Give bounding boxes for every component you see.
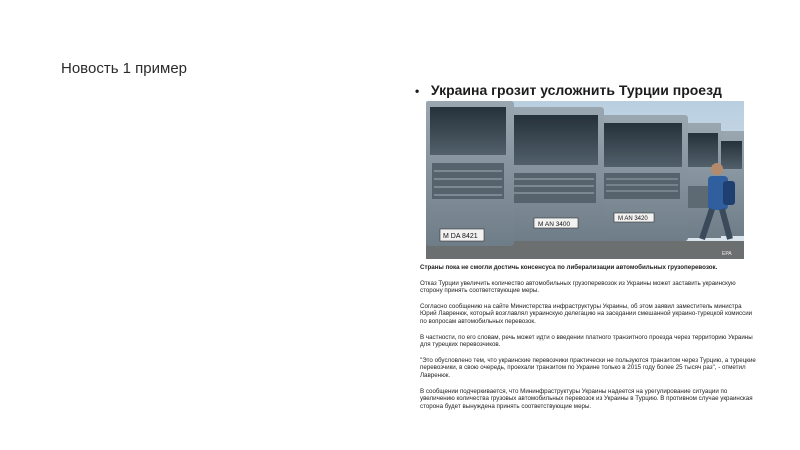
trucks-illustration: [426, 101, 744, 259]
article-paragraph-2: Согласно сообщению на сайте Министерства инфраструктуры Украины, об этом заявил заместитель министра Юрий Лавренюк, который возглавлял украинскую делегацию на заседании смешанной украино-турецкой комиссии по вопросам автомобильных перевозок.: [420, 302, 753, 325]
plate-3: M AN 3420: [618, 216, 648, 222]
truck-1: [426, 101, 514, 246]
news-headline: Украина грозит усложнить Турции проезд: [430, 82, 722, 98]
news-headline-bullet: [415, 82, 722, 98]
trucks-photo: [426, 101, 744, 259]
article-lead: Страны пока не смогли достичь консенсуса по либерализации автомобильных грузоперевозок.: [420, 264, 718, 271]
article-paragraph-4: "Это обусловлено тем, что украинские перевозчики практически не пользуются транзитом через Турцию, а турецкие перевозчики, в свою очередь, проехали транзитом по Украине только в 2015 году более 25 тысяч раз", - отметил Лавренюк.: [420, 356, 756, 379]
bullet-marker: •: [415, 84, 420, 98]
photo-credit: EPA: [722, 251, 732, 257]
article-body: [420, 264, 756, 418]
plate-2: M AN 3400: [538, 221, 571, 228]
article-paragraph-1: Отказ Турции увеличить количество автомобильных грузоперевозок из Украины может заставить украинскую сторону принять соответствующие меры.: [420, 279, 736, 295]
truck-3: [596, 115, 688, 241]
slide-title: Новость 1 пример: [61, 60, 188, 77]
truck-2: [504, 107, 604, 241]
article-paragraph-5: В сообщении подчеркивается, что Мининфраструктуры Украины надеется на урегулирование ситуации по увеличению количества грузовых автомобильных перевозок из Украины в Турцию. В противном случае украинская сторона будет вынуждена принять соответствующие меры.: [420, 387, 753, 410]
plate-1: M DA 8421: [443, 233, 478, 240]
article-paragraph-3: В частности, по его словам, речь может идти о введении платного транзитного проезда через территорию Украины для турецких перевозчиков.: [420, 333, 753, 349]
